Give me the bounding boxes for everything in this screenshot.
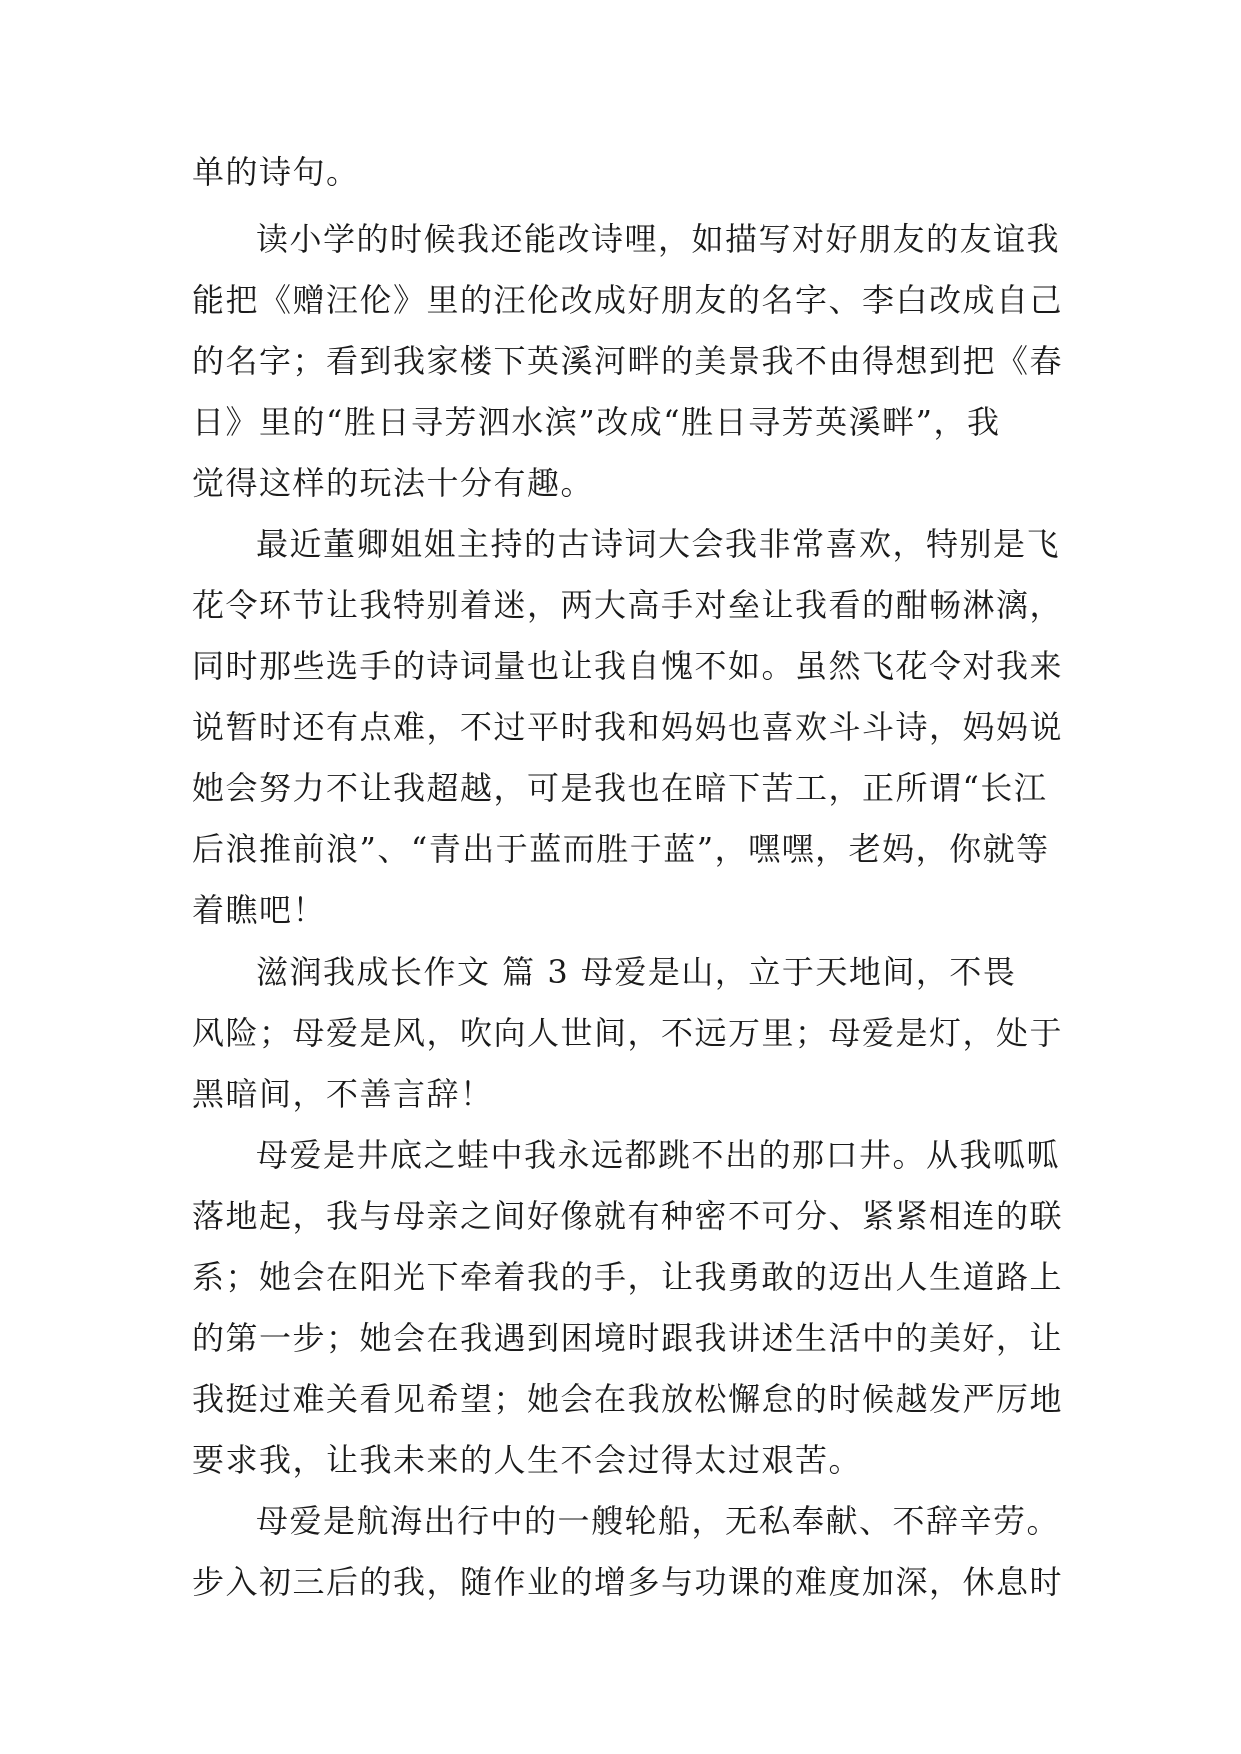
text-line: 落地起，我与母亲之间好像就有种密不可分、紧紧相连的联 (192, 1197, 1064, 1235)
text-line: 要求我，让我未来的人生不会过得太过艰苦。 (192, 1441, 863, 1479)
text-line: 黑暗间，不善言辞！ (192, 1075, 494, 1113)
text-line: 日》里的“胜日寻芳泗水滨”改成“胜日寻芳英溪畔”，我 (192, 403, 1001, 441)
text-line: 的第一步；她会在我遇到困境时跟我讲述生活中的美好，让 (192, 1319, 1064, 1357)
text-line: 着瞧吧！ (192, 891, 327, 929)
text-line: 母爱是井底之蛙中我永远都跳不出的那口井。从我呱呱 (256, 1136, 1061, 1174)
text-line: 读小学的时候我还能改诗哩，如描写对好朋友的友谊我 (256, 220, 1061, 258)
text-line: 最近董卿姐姐主持的古诗词大会我非常喜欢，特别是飞 (256, 525, 1061, 563)
text-line: 单的诗句。 (192, 153, 360, 191)
text-line: 的名字；看到我家楼下英溪河畔的美景我不由得想到把《春 (192, 342, 1064, 380)
text-line: 后浪推前浪”、“青出于蓝而胜于蓝”，嘿嘿，老妈，你就等 (192, 830, 1050, 868)
text-line: 系；她会在阳光下牵着我的手，让我勇敢的迈出人生道路上 (192, 1258, 1064, 1296)
text-line: 她会努力不让我超越，可是我也在暗下苦工，正所谓“长江 (192, 769, 1048, 807)
text-line: 说暂时还有点难，不过平时我和妈妈也喜欢斗斗诗，妈妈说 (192, 708, 1064, 746)
text-line: 我挺过难关看见希望；她会在我放松懈怠的时候越发严厉地 (192, 1380, 1064, 1418)
text-line: 花令环节让我特别着迷，两大高手对垒让我看的酣畅淋漓， (192, 586, 1064, 624)
text-line: 风险；母爱是风，吹向人世间，不远万里；母爱是灯，处于 (192, 1014, 1064, 1052)
section-heading-line: 滋润我成长作文 篇 3 母爱是山，立于天地间，不畏 (256, 953, 1017, 991)
text-line: 同时那些选手的诗词量也让我自愧不如。虽然飞花令对我来 (192, 647, 1064, 685)
text-line: 步入初三后的我，随作业的增多与功课的难度加深，休息时 (192, 1563, 1064, 1601)
text-line: 母爱是航海出行中的一艘轮船，无私奉献、不辞辛劳。 (256, 1502, 1061, 1540)
text-line: 能把《赠汪伦》里的汪伦改成好朋友的名字、李白改成自己 (192, 281, 1064, 319)
text-line: 觉得这样的玩法十分有趣。 (192, 464, 595, 502)
